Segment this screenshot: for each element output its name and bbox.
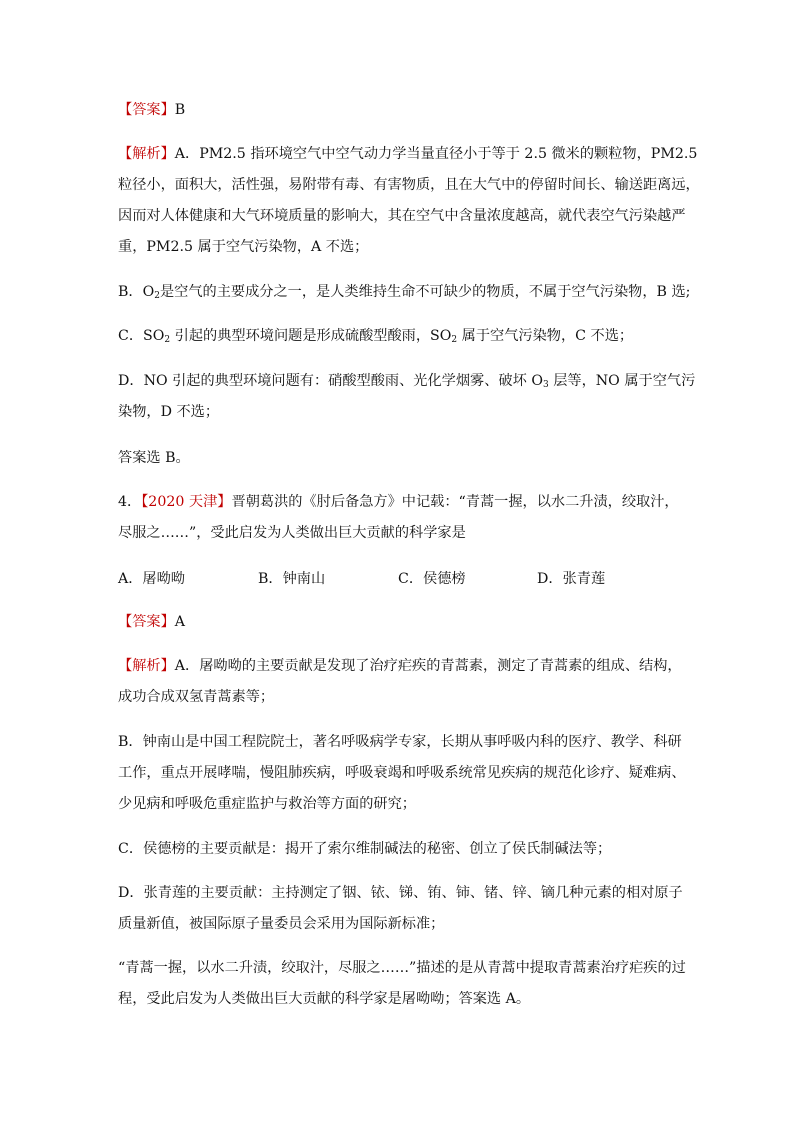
analysis-c-line — [118, 326, 678, 350]
summary-line-1: “青蒿一握，以水二升渍，绞取汁，尽服之……”描述的是从青蒿中提取青蒿素治疗疟疾的过 — [118, 960, 686, 976]
analysis-a-line-3: 因而对人体健康和大气环境质量的影响大，其在空气中含量浓度越高，就代表空气污染越严 — [118, 208, 686, 224]
c-text-post: 属于空气污染物，C 不选； — [457, 328, 634, 344]
question-text: 晋朝葛洪的《肘后备急方》中记载：“青蒿一握，以水二升渍，绞取汁， — [231, 494, 679, 510]
question-4-line-1 — [118, 492, 678, 512]
option-b: B．钟南山 — [258, 571, 326, 587]
analysis-d-line-2: 染物，D 不选； — [118, 404, 220, 420]
answer-value: B — [174, 102, 186, 118]
c-text-pre: C．SO — [118, 328, 165, 344]
question-source-tag: 【2020 天津】 — [141, 494, 232, 510]
c-subscript-2: 2 — [451, 335, 458, 345]
b-subscript: 2 — [154, 291, 160, 301]
analysis2-b-line-1: B．钟南山是中国工程院院士，著名呼吸病学专家，长期从事呼吸内科的医疗、教学、科研 — [118, 734, 682, 750]
b-text-post: 是空气的主要成分之一，是人类维持生命不可缺少的物质，不属于空气污染物，B 选; — [159, 284, 691, 300]
analysis2-a-line-2: 成功合成双氢青蒿素等； — [118, 689, 275, 705]
analysis2-a-line-1 — [118, 656, 682, 676]
answer-value-2: A — [174, 614, 186, 630]
analysis2-b-line-3: 少见病和呼吸危重症监护与救治等方面的研究； — [118, 796, 416, 812]
c-text-mid: 引起的典型环境问题是形成硫酸型酸雨，SO — [170, 328, 452, 344]
option-d: D．张青莲 — [537, 571, 606, 587]
analysis-text: A．PM2.5 指环境空气中空气动力学当量直径小于等于 2.5 微米的颗粒物，PM2.5 — [174, 146, 698, 162]
analysis2-b-line-2: 工作，重点开展哮喘，慢阻肺疾病，呼吸衰竭和呼吸系统常见疾病的规范化诊疗、疑难病、 — [118, 765, 686, 781]
c-subscript-1: 2 — [164, 335, 171, 345]
conclusion-line: 答案选 B。 — [118, 450, 190, 466]
option-a: A．屠呦呦 — [118, 571, 185, 587]
analysis-tag: 【解析】 — [118, 146, 175, 162]
analysis-a-line-2: 粒径小，面积大，活性强，易附带有毒、有害物质，且在大气中的停留时间长、输送距离远， — [118, 177, 700, 193]
d-subscript: 3 — [542, 380, 549, 390]
analysis-a-line-1 — [118, 144, 698, 164]
d-text-pre: D．NO 引起的典型环境问题有：硝酸型酸雨、光化学烟雾、破坏 O — [118, 373, 543, 389]
question-number: 4． — [118, 494, 142, 510]
analysis-b-line — [118, 282, 691, 306]
analysis-tag-2: 【解析】 — [118, 658, 175, 674]
analysis2-d-line-2: 质量新值，被国际原子量委员会采用为国际新标准； — [118, 916, 445, 932]
answer-tag-2: 【答案】 — [118, 614, 175, 630]
option-c: C．侯德榜 — [398, 571, 466, 587]
answer-line-1 — [118, 100, 678, 120]
analysis2-text: A．屠呦呦的主要贡献是发现了治疗疟疾的青蒿素，测定了青蒿素的组成、结构， — [174, 658, 682, 674]
question-4-line-2: 尽服之……”，受此启发为人类做出巨大贡献的科学家是 — [118, 525, 466, 541]
answer-line-2 — [118, 612, 678, 632]
summary-line-2: 程，受此启发为人类做出巨大贡献的科学家是屠呦呦；答案选 A。 — [118, 991, 531, 1007]
analysis2-d-line-1: D．张青莲的主要贡献：主持测定了铟、铱、锑、铕、铈、锗、锌、镝几种元素的相对原子 — [118, 885, 683, 901]
d-text-post: 层等，NO 属于空气污 — [548, 373, 696, 389]
analysis2-c-line: C．侯德榜的主要贡献是：揭开了索尔维制碱法的秘密、创立了侯氏制碱法等； — [118, 841, 612, 857]
analysis-a-line-4: 重，PM2.5 属于空气污染物，A 不选； — [118, 239, 369, 255]
analysis-d-line-1 — [118, 371, 696, 395]
answer-tag: 【答案】 — [118, 102, 175, 118]
b-text-pre: B．O — [118, 284, 155, 300]
